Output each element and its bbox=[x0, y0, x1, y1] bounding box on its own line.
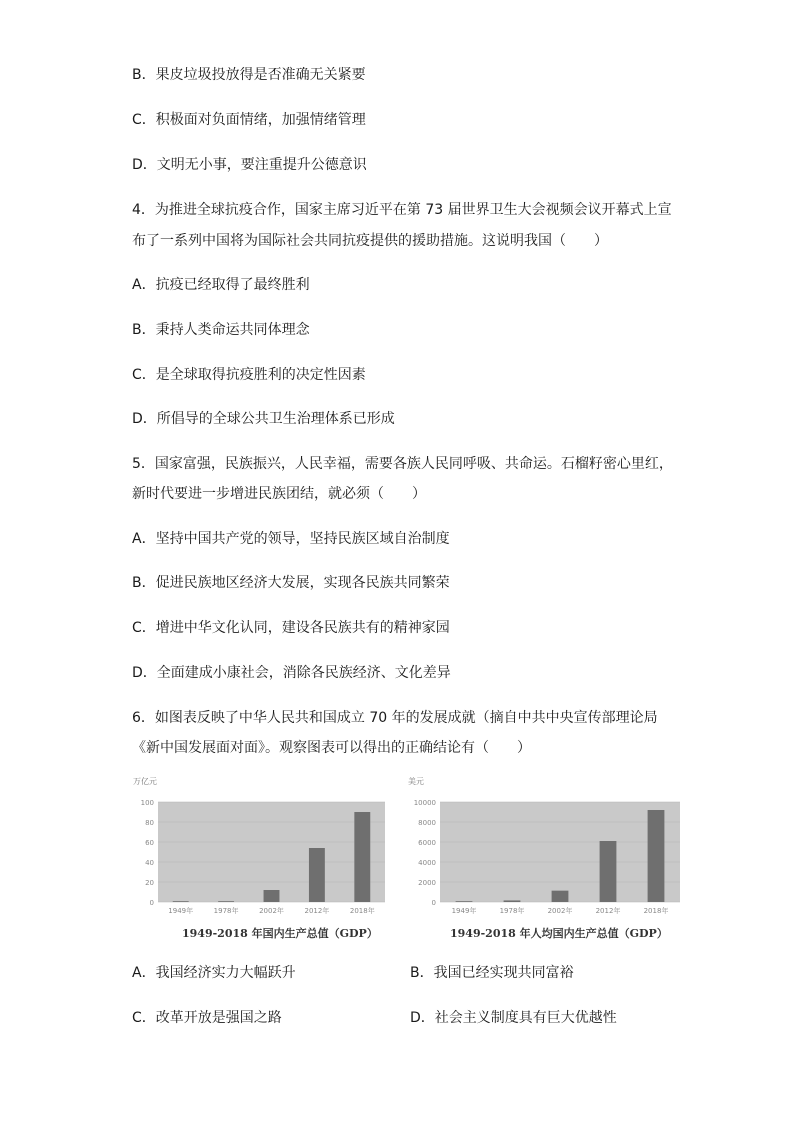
x-tick-label: 1949年 bbox=[168, 907, 194, 914]
bar-2012年 bbox=[600, 841, 617, 902]
plot-area bbox=[440, 802, 680, 902]
option-6d: D．社会主义制度具有巨大优越性 bbox=[410, 1010, 617, 1026]
y-tick-label: 6000 bbox=[418, 839, 436, 847]
per-capita-gdp-chart-svg bbox=[400, 774, 685, 914]
bar-1949年 bbox=[456, 901, 473, 902]
option-5d: D．全面建成小康社会，消除各民族经济、文化差异 bbox=[132, 665, 451, 681]
option-5a: A．坚持中国共产党的领导，坚持民族区域自治制度 bbox=[132, 531, 450, 547]
gdp-chart bbox=[125, 774, 390, 914]
plot-area bbox=[158, 802, 385, 902]
bar-1949年 bbox=[173, 901, 189, 902]
x-tick-label: 2018年 bbox=[349, 907, 375, 914]
x-tick-label: 1978年 bbox=[499, 907, 525, 914]
y-tick-label: 80 bbox=[145, 819, 154, 827]
per-capita-gdp-chart bbox=[400, 774, 685, 914]
x-tick-label: 2018年 bbox=[643, 907, 669, 914]
question-6-line-1: 6．如图表反映了中华人民共和国成立 70 年的发展成就（摘自中共中央宣传部理论局 bbox=[132, 710, 658, 726]
x-tick-label: 1978年 bbox=[213, 907, 239, 914]
y-tick-label: 100 bbox=[140, 799, 154, 807]
bar-2012年 bbox=[309, 848, 325, 902]
y-unit-label: 美元 bbox=[408, 777, 424, 786]
option-3c: C．积极面对负面情绪，加强情绪管理 bbox=[132, 112, 366, 128]
y-tick-label: 0 bbox=[431, 899, 436, 907]
option-4b: B．秉持人类命运共同体理念 bbox=[132, 322, 310, 338]
question-6-line-2: 《新中国发展面对面》。观察图表可以得出的正确结论有（ ） bbox=[132, 740, 531, 756]
option-6a: A．我国经济实力大幅跃升 bbox=[132, 965, 296, 981]
y-tick-label: 4000 bbox=[418, 859, 436, 867]
x-tick-label: 1949年 bbox=[451, 907, 477, 914]
option-4d: D．所倡导的全球公共卫生治理体系已形成 bbox=[132, 411, 395, 427]
option-4a: A．抗疫已经取得了最终胜利 bbox=[132, 277, 310, 293]
y-tick-label: 60 bbox=[145, 839, 154, 847]
y-tick-label: 40 bbox=[145, 859, 154, 867]
option-6c: C．改革开放是强国之路 bbox=[132, 1010, 282, 1026]
option-3b: B．果皮垃圾投放得是否准确无关紧要 bbox=[132, 67, 366, 83]
y-tick-label: 0 bbox=[149, 899, 154, 907]
bar-2018年 bbox=[648, 810, 665, 902]
x-tick-label: 2012年 bbox=[304, 907, 330, 914]
option-5b: B．促进民族地区经济大发展，实现各民族共同繁荣 bbox=[132, 575, 450, 591]
option-3d: D．文明无小事，要注重提升公德意识 bbox=[132, 157, 367, 173]
option-5c: C．增进中华文化认同，建设各民族共有的精神家园 bbox=[132, 620, 450, 636]
bar-1978年 bbox=[218, 901, 234, 902]
y-tick-label: 20 bbox=[145, 879, 154, 887]
y-unit-label: 万亿元 bbox=[133, 777, 157, 786]
bar-2018年 bbox=[354, 812, 370, 902]
x-tick-label: 2012年 bbox=[595, 907, 621, 914]
y-tick-label: 2000 bbox=[418, 879, 436, 887]
bar-1978年 bbox=[504, 900, 521, 902]
per-capita-gdp-chart-caption: 1949-2018 年人均国内生产总值（GDP） bbox=[450, 927, 668, 940]
y-tick-label: 8000 bbox=[418, 819, 436, 827]
question-4-line-2: 布了一系列中国将为国际社会共同抗疫提供的援助措施。这说明我国（ ） bbox=[132, 233, 608, 249]
question-4-line-1: 4．为推进全球抗疫合作，国家主席习近平在第 73 届世界卫生大会视频会议开幕式上宣 bbox=[132, 202, 672, 218]
option-6b: B．我国已经实现共同富裕 bbox=[410, 965, 574, 981]
bar-2002年 bbox=[552, 891, 569, 902]
question-5-line-1: 5．国家富强，民族振兴，人民幸福，需要各族人民同呼吸、共命运。石榴籽密心里红， bbox=[132, 456, 673, 472]
y-tick-label: 10000 bbox=[413, 799, 436, 807]
x-tick-label: 2002年 bbox=[259, 907, 284, 914]
option-4c: C．是全球取得抗疫胜利的决定性因素 bbox=[132, 367, 366, 383]
gdp-chart-svg bbox=[125, 774, 390, 914]
gdp-chart-caption: 1949-2018 年国内生产总值（GDP） bbox=[182, 927, 378, 940]
x-tick-label: 2002年 bbox=[547, 907, 573, 914]
bar-2002年 bbox=[264, 890, 280, 902]
question-5-line-2: 新时代要进一步增进民族团结，就必须（ ） bbox=[132, 486, 426, 502]
